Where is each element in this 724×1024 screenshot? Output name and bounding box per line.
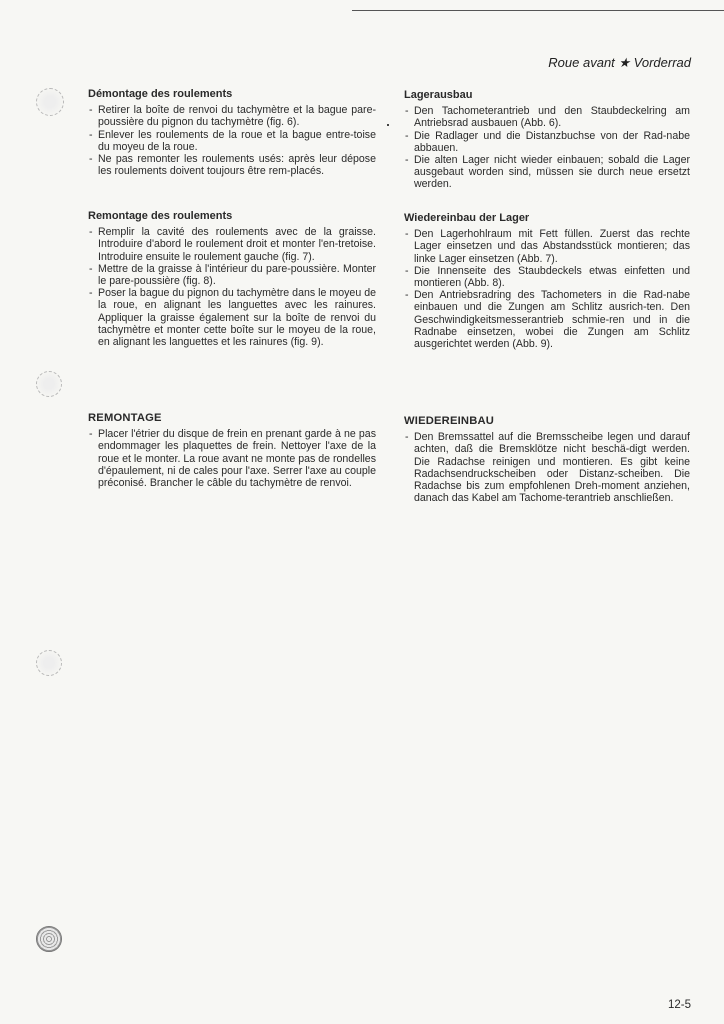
list-item: - Enlever les roulements de la roue et la bague entre-toise du moyeu de la roue.	[88, 129, 376, 153]
stray-mark	[387, 124, 389, 126]
binding-hole-icon	[36, 926, 62, 952]
german-section-wiedereinbau	[404, 415, 690, 504]
binding-hole-icon	[36, 371, 62, 397]
bullet-list	[404, 228, 690, 350]
french-section-remontage	[88, 412, 376, 489]
bullet-list	[404, 105, 690, 190]
page-number: 12-5	[667, 999, 691, 1011]
section-heading: REMONTAGE	[88, 412, 162, 424]
list-item: - Remplir la cavité des roulements avec de la graisse. Introduire d'abord le roulement droit et monter l'en-tretoise. Introduire ensuite le roulement gauche (fig. 7).	[88, 226, 376, 263]
german-section-wiedereinbau-lager	[404, 212, 690, 350]
list-item: - Den Tachometerantrieb und den Staubdeckelring am Antriebsrad ausbauen (Abb. 6).	[404, 105, 690, 129]
bullet-list	[404, 431, 690, 504]
list-item: - Den Lagerhohlraum mit Fett füllen. Zuerst das rechte Lager einsetzen und das Abstandsstück montieren; das linke Lager einsetzen (Abb. 7).	[404, 228, 690, 265]
bullet-list	[88, 428, 376, 489]
german-column	[404, 89, 690, 999]
page-header-title: Roue avant ★ Vorderrad	[548, 55, 691, 70]
bullet-list	[88, 104, 376, 177]
list-item: - Ne pas remonter les roulements usés: après leur dépose les roulements doivent toujours être rem-placés.	[88, 153, 376, 177]
binding-hole-icon	[36, 650, 62, 676]
list-item: - Placer l'étrier du disque de frein en prenant garde à ne pas endommager les plaquettes de frein. Nettoyer l'axe de la roue et le monter. La roue avant ne monte pas de rondelles d'épaulement, ni de cales pour l'axe. Serrer l'axe au couple préconisé. Brancher le câble du tachymètre de renvoi.	[88, 428, 376, 489]
binding-hole-icon	[36, 88, 64, 116]
list-item: - Die Radlager und die Distanzbuchse von der Rad-nabe abbauen.	[404, 130, 690, 154]
section-heading: Lagerausbau	[404, 89, 473, 101]
french-section-remontage-roulements	[88, 210, 376, 348]
french-column	[88, 88, 376, 998]
section-heading: WIEDEREINBAU	[404, 415, 495, 427]
list-item: - Mettre de la graisse à l'intérieur du pare-poussière. Monter le pare-poussière (fig. 8).	[88, 263, 376, 287]
section-heading: Remontage des roulements	[88, 210, 233, 222]
french-section-demontage	[88, 88, 376, 177]
bullet-list	[88, 226, 376, 348]
section-heading: Démontage des roulements	[88, 88, 233, 100]
list-item: - Den Antriebsradring des Tachometers in die Rad-nabe einbauen und die Zungen am Schlitz ausrich-ten. Den Geschwindigkeitsmesserantrieb schmie-ren und in die Radnabe einsetzen, wobei die Zungen am Schlitz ausgerichtet werden (Abb. 9).	[404, 289, 690, 350]
list-item: - Den Bremssattel auf die Bremsscheibe legen und darauf achten, daß die Bremsklötze nicht beschä-digt werden. Die Radachse reinigen und montieren. Es gibt keine Radachsendruckscheiben oder Distanz-scheiben. Die Radachse bis zum empfohlenen Dreh-moment anziehen, danach das Kabel am Tachome-terantrieb anschließen.	[404, 431, 690, 504]
list-item: - Retirer la boîte de renvoi du tachymètre et la bague pare-poussière du pignon du tachymètre (fig. 6).	[88, 104, 376, 128]
list-item: - Poser la bague du pignon du tachymètre dans le moyeu de la roue, en alignant les languettes avec les rainures. Appliquer la graisse également sur la boîte de renvoi du tachymètre et monter cette boîte sur le moyeu de la roue, en alignant les languettes et les rainures (fig. 9).	[88, 287, 376, 348]
list-item: - Die alten Lager nicht wieder einbauen; sobald die Lager ausgebaut worden sind, müssen sie durch neue ersetzt werden.	[404, 154, 690, 191]
german-section-lagerausbau	[404, 89, 690, 191]
list-item: - Die Innenseite des Staubdeckels etwas einfetten und montieren (Abb. 8).	[404, 265, 690, 289]
section-heading: Wiedereinbau der Lager	[404, 212, 530, 224]
top-rule	[352, 10, 724, 11]
